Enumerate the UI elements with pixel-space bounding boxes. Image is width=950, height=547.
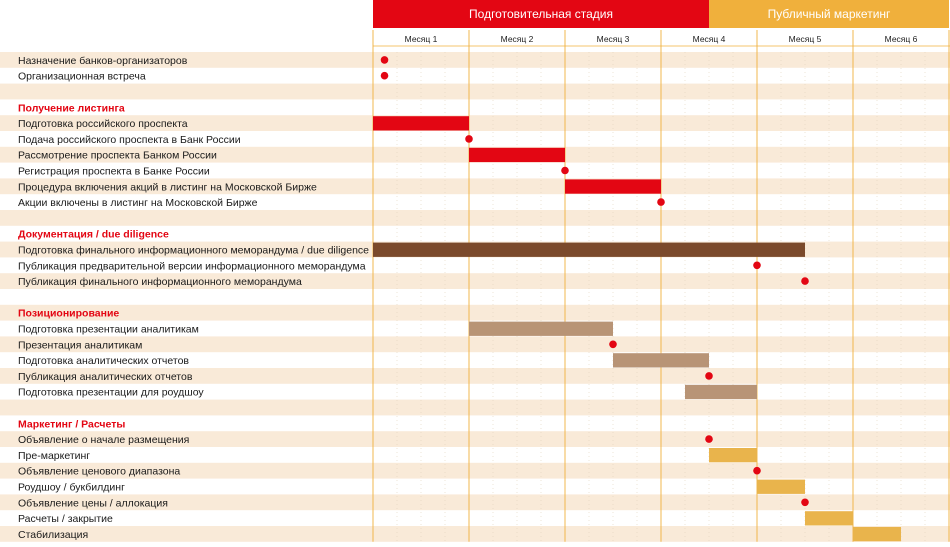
- task-label: Организационная встреча: [18, 70, 146, 83]
- row-stripe: [0, 210, 950, 226]
- task-label: Презентация аналитикам: [18, 339, 143, 352]
- task-label: Акции включены в листинг на Московской Бирже: [18, 197, 258, 210]
- task-label: Подготовка финального информационного меморандума / due diligence: [18, 244, 370, 257]
- task-bar: [805, 511, 853, 525]
- row-stripe: [0, 526, 950, 542]
- milestone-dot: [381, 56, 389, 64]
- task-bar: [373, 243, 805, 257]
- task-label: Публикация аналитических отчетов: [18, 370, 193, 383]
- milestone-dot: [561, 167, 569, 175]
- section-heading: Получение листинга: [18, 102, 125, 115]
- task-bar: [613, 353, 709, 367]
- task-label: Пре-маркетинг: [18, 449, 91, 462]
- milestone-dot: [465, 135, 473, 143]
- task-bar: [709, 448, 757, 462]
- task-label: Назначение банков-организаторов: [18, 54, 188, 67]
- milestone-dot: [609, 341, 617, 349]
- task-label: Роудшоу / букбилдинг: [18, 481, 125, 494]
- month-label: Месяц 2: [500, 34, 534, 44]
- task-label: Процедура включения акций в листинг на Московской Бирже: [18, 181, 317, 194]
- task-label: Объявление цены / аллокация: [18, 497, 168, 510]
- milestone-dot: [705, 435, 713, 443]
- task-label: Публикация финального информационного меморандума: [18, 276, 302, 289]
- milestone-dot: [753, 467, 761, 475]
- task-label: Подготовка аналитических отчетов: [18, 355, 189, 368]
- month-label: Месяц 3: [596, 34, 630, 44]
- task-label: Объявление о начале размещения: [18, 434, 190, 447]
- milestone-dot: [801, 499, 809, 507]
- task-label: Объявление ценового диапазона: [18, 465, 181, 478]
- month-label: Месяц 5: [788, 34, 822, 44]
- section-heading: Документация / due diligence: [18, 228, 169, 241]
- section-heading: Маркетинг / Расчеты: [18, 418, 126, 431]
- task-label: Рассмотрение проспекта Банком России: [18, 149, 217, 162]
- row-stripe: [0, 305, 950, 321]
- month-label: Месяц 6: [884, 34, 918, 44]
- task-bar: [565, 179, 661, 193]
- task-label: Регистрация проспекта в Банке России: [18, 165, 210, 178]
- phase-label: Публичный маркетинг: [767, 7, 891, 21]
- task-label: Публикация предварительной версии информационного меморандума: [18, 260, 366, 273]
- task-label: Подготовка презентации аналитикам: [18, 323, 199, 336]
- task-bar: [757, 480, 805, 494]
- milestone-dot: [657, 198, 665, 206]
- task-label: Подача российского проспекта в Банк России: [18, 133, 241, 146]
- milestone-dot: [705, 372, 713, 380]
- month-label: Месяц 4: [692, 34, 726, 44]
- task-label: Стабилизация: [18, 528, 89, 541]
- task-bar: [469, 148, 565, 162]
- task-bar: [685, 385, 757, 399]
- row-stripe: [0, 400, 950, 416]
- row-stripe: [0, 336, 950, 352]
- month-label: Месяц 1: [404, 34, 438, 44]
- task-label: Расчеты / закрытие: [18, 513, 113, 526]
- milestone-dot: [381, 72, 389, 80]
- task-label: Подготовка презентации для роудшоу: [18, 386, 204, 399]
- task-bar: [469, 322, 613, 336]
- task-bar: [373, 116, 469, 130]
- milestone-dot: [801, 277, 809, 285]
- phase-label: Подготовительная стадия: [469, 7, 613, 21]
- section-heading: Позиционирование: [18, 307, 120, 320]
- row-stripe: [0, 84, 950, 100]
- task-label: Подготовка российского проспекта: [18, 118, 188, 131]
- task-bar: [853, 527, 901, 541]
- milestone-dot: [753, 262, 761, 270]
